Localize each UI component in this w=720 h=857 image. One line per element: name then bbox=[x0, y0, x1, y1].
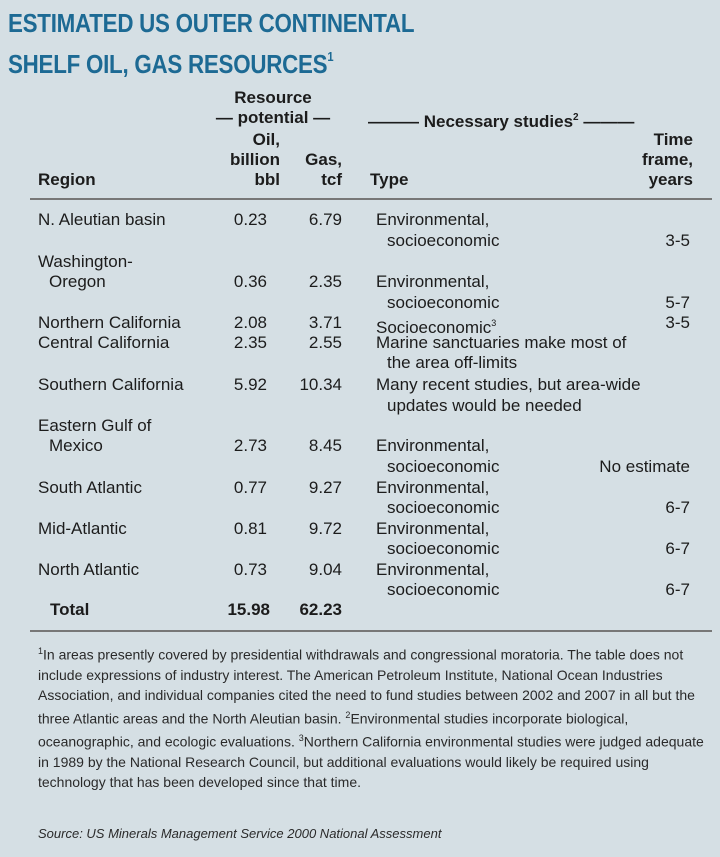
row-3-oil: 2.08 bbox=[233, 313, 267, 332]
row-9-region: North Atlantic bbox=[38, 560, 140, 579]
footnote-1: In areas presently covered by presidential withdrawals and congressional moratoria. The table does not include expressions of industry interest. The American Petroleum Institute, National Ocean Industries Association, and individual companies cited the need to fund studies between 2002 and 2007 in all but the three Atlantic areas and the North Aleutian basin. bbox=[38, 646, 695, 727]
row-2-region-2: Oregon bbox=[49, 272, 106, 291]
header-time: Time bbox=[653, 130, 693, 149]
row-3-gas: 3.71 bbox=[308, 313, 342, 332]
row-9-type-1: Environmental, bbox=[376, 560, 490, 579]
row-8-time: 6-7 bbox=[665, 539, 690, 558]
footnote-3: Northern California environmental studies were judged adequate in 1989 by the National Research Council, but additional evaluations would likely be required using technology that has been developed since that time. bbox=[38, 733, 704, 790]
header-years: years bbox=[648, 170, 693, 189]
row-7-gas: 9.27 bbox=[308, 478, 342, 497]
title-line-2 bbox=[8, 40, 414, 81]
row-1-oil: 0.23 bbox=[233, 210, 267, 229]
header-type: Type bbox=[370, 170, 409, 189]
row-2-oil: 0.36 bbox=[233, 272, 267, 291]
row-1-type-1: Environmental, bbox=[376, 210, 490, 229]
table-title bbox=[8, 6, 480, 81]
row-9-type-2: socioeconomic bbox=[387, 580, 500, 599]
row-5-oil: 5.92 bbox=[233, 375, 267, 394]
header-necessary-studies-tail: ——— bbox=[578, 112, 635, 131]
title-line-2-text: SHELF OIL, GAS RESOURCES bbox=[8, 49, 328, 79]
row-3-type-mark: 3 bbox=[491, 318, 497, 328]
header-oil: Oil, bbox=[252, 130, 280, 149]
row-9-time: 6-7 bbox=[665, 580, 690, 599]
header-gas: Gas, bbox=[305, 150, 342, 169]
row-1-gas: 6.79 bbox=[308, 210, 342, 229]
row-6-oil: 2.73 bbox=[233, 436, 267, 455]
row-7-oil: 0.77 bbox=[233, 478, 267, 497]
row-8-region: Mid-Atlantic bbox=[38, 519, 127, 538]
footnote-3-mark: 3 bbox=[298, 733, 304, 744]
row-8-gas: 9.72 bbox=[308, 519, 342, 538]
row-6-type-1: Environmental, bbox=[376, 436, 490, 455]
row-4-oil: 2.35 bbox=[233, 333, 267, 352]
header-timeframe: frame, bbox=[641, 150, 693, 169]
header-rule bbox=[30, 198, 712, 200]
header-oil-billion: billion bbox=[229, 150, 280, 169]
row-6-gas: 8.45 bbox=[308, 436, 342, 455]
total-label: Total bbox=[50, 600, 90, 619]
footnote-2: Environmental studies incorporate biological, oceanographic, and ecologic evaluations. bbox=[38, 710, 629, 750]
header-resource: Resource bbox=[234, 88, 312, 107]
total-oil: 15.98 bbox=[227, 600, 270, 619]
row-3-time: 3-5 bbox=[665, 313, 690, 332]
footnotes bbox=[38, 641, 710, 792]
row-7-type-2: socioeconomic bbox=[387, 498, 500, 517]
row-5-gas: 10.34 bbox=[299, 375, 342, 394]
row-6-time: No estimate bbox=[599, 457, 690, 476]
row-1-time: 3-5 bbox=[665, 231, 690, 250]
header-necessary-studies-text: ——— Necessary studies bbox=[368, 112, 574, 131]
row-1-type-2: socioeconomic bbox=[387, 231, 500, 250]
row-3-type-text: Socioeconomic bbox=[376, 318, 492, 337]
header-necessary-studies bbox=[368, 108, 634, 132]
row-8-oil: 0.81 bbox=[233, 519, 267, 538]
header-oil-bbl: bbl bbox=[254, 170, 280, 189]
row-4-region: Central California bbox=[38, 333, 170, 352]
header-potential: — potential — bbox=[215, 108, 331, 127]
total-gas: 62.23 bbox=[299, 600, 342, 619]
header-necessary-studies-mark: 2 bbox=[573, 112, 579, 123]
row-2-type-1: Environmental, bbox=[376, 272, 490, 291]
row-9-oil: 0.73 bbox=[233, 560, 267, 579]
source-line: Source: US Minerals Management Service 2000 National Assessment bbox=[38, 826, 442, 841]
row-2-type-2: socioeconomic bbox=[387, 293, 500, 312]
row-2-gas: 2.35 bbox=[308, 272, 342, 291]
row-8-type-2: socioeconomic bbox=[387, 539, 500, 558]
row-2-time: 5-7 bbox=[665, 293, 690, 312]
row-6-type-2: socioeconomic bbox=[387, 457, 500, 476]
row-7-type-1: Environmental, bbox=[376, 478, 490, 497]
title-line-1: ESTIMATED US OUTER CONTINENTAL bbox=[8, 8, 415, 38]
row-6-region-2: Mexico bbox=[49, 436, 103, 455]
row-8-type-1: Environmental, bbox=[376, 519, 490, 538]
row-3-region: Northern California bbox=[38, 313, 181, 332]
row-1-region: N. Aleutian basin bbox=[38, 210, 166, 229]
header-region: Region bbox=[38, 170, 96, 189]
row-5-type-2: updates would be needed bbox=[387, 396, 582, 415]
row-2-region-1: Washington- bbox=[38, 252, 133, 271]
title-footnote-mark: 1 bbox=[327, 49, 334, 64]
row-4-type-1: Marine sanctuaries make most of bbox=[376, 333, 627, 352]
row-7-region: South Atlantic bbox=[38, 478, 142, 497]
row-4-type-2: the area off-limits bbox=[387, 353, 518, 372]
row-6-region-1: Eastern Gulf of bbox=[38, 416, 152, 435]
row-5-region: Southern California bbox=[38, 375, 184, 394]
header-gas-tcf: tcf bbox=[321, 170, 342, 189]
footnote-1-mark: 1 bbox=[38, 646, 44, 656]
row-4-gas: 2.55 bbox=[308, 333, 342, 352]
row-5-type-1: Many recent studies, but area-wide bbox=[376, 375, 641, 394]
row-7-time: 6-7 bbox=[665, 498, 690, 517]
row-9-gas: 9.04 bbox=[308, 560, 342, 579]
footer-rule bbox=[30, 630, 712, 632]
footnote-2-mark: 2 bbox=[345, 709, 351, 720]
